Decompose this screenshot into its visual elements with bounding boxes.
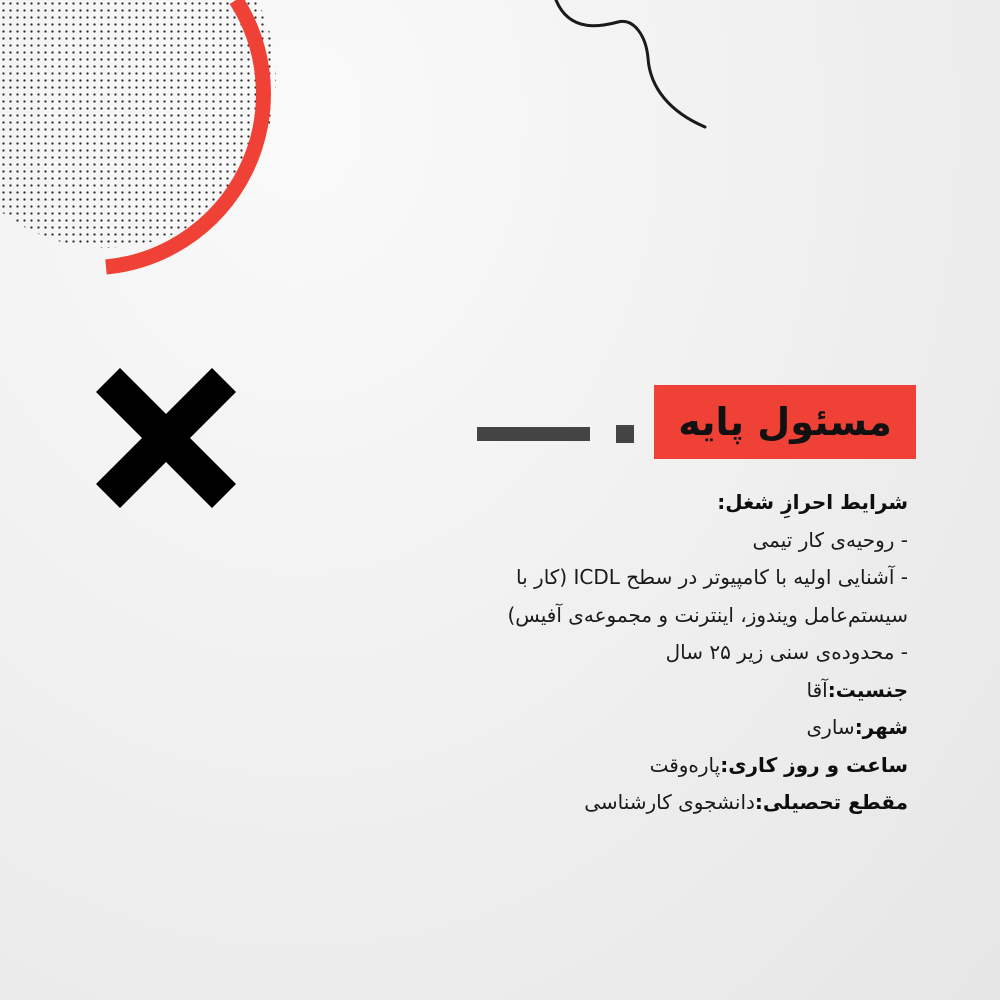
detail-label: جنسیت: <box>827 677 908 702</box>
detail-gender <box>428 672 908 710</box>
detail-working-hours <box>428 747 908 785</box>
detail-value: دانشجوی کارشناسی <box>584 790 755 814</box>
detail-label: شهر: <box>854 715 908 739</box>
title-dash-dot <box>616 425 634 443</box>
title-box <box>654 385 916 459</box>
dot-pattern-decoration <box>0 0 300 280</box>
requirements-heading: شرایط احرازِ شغل: <box>717 490 908 514</box>
detail-city <box>428 709 908 747</box>
page-title: مسئول پایه <box>678 400 892 444</box>
detail-label: ساعت و روز کاری: <box>720 752 908 777</box>
detail-value: پاره‌وقت <box>649 752 721 777</box>
requirement-item: - محدوده‌ی سنی زیر ۲۵ سال <box>665 640 908 664</box>
squiggle-line-decoration <box>548 0 718 140</box>
title-dash-bar <box>477 427 590 441</box>
x-icon <box>96 368 236 508</box>
job-details <box>428 484 908 822</box>
requirement-item: - روحیه‌ی کار تیمی <box>752 527 908 552</box>
detail-value: آقا <box>806 677 828 702</box>
detail-value: ساری <box>806 715 855 739</box>
detail-education <box>428 784 908 822</box>
detail-label: مقطع تحصیلی: <box>754 790 908 814</box>
requirement-item: - آشنایی اولیه با کامپیوتر در سطح ICDL (کار با <box>516 565 908 589</box>
requirement-item-continued: سیستم‌عامل ویندوز، اینترنت و مجموعه‌ی آفیس) <box>507 602 908 627</box>
